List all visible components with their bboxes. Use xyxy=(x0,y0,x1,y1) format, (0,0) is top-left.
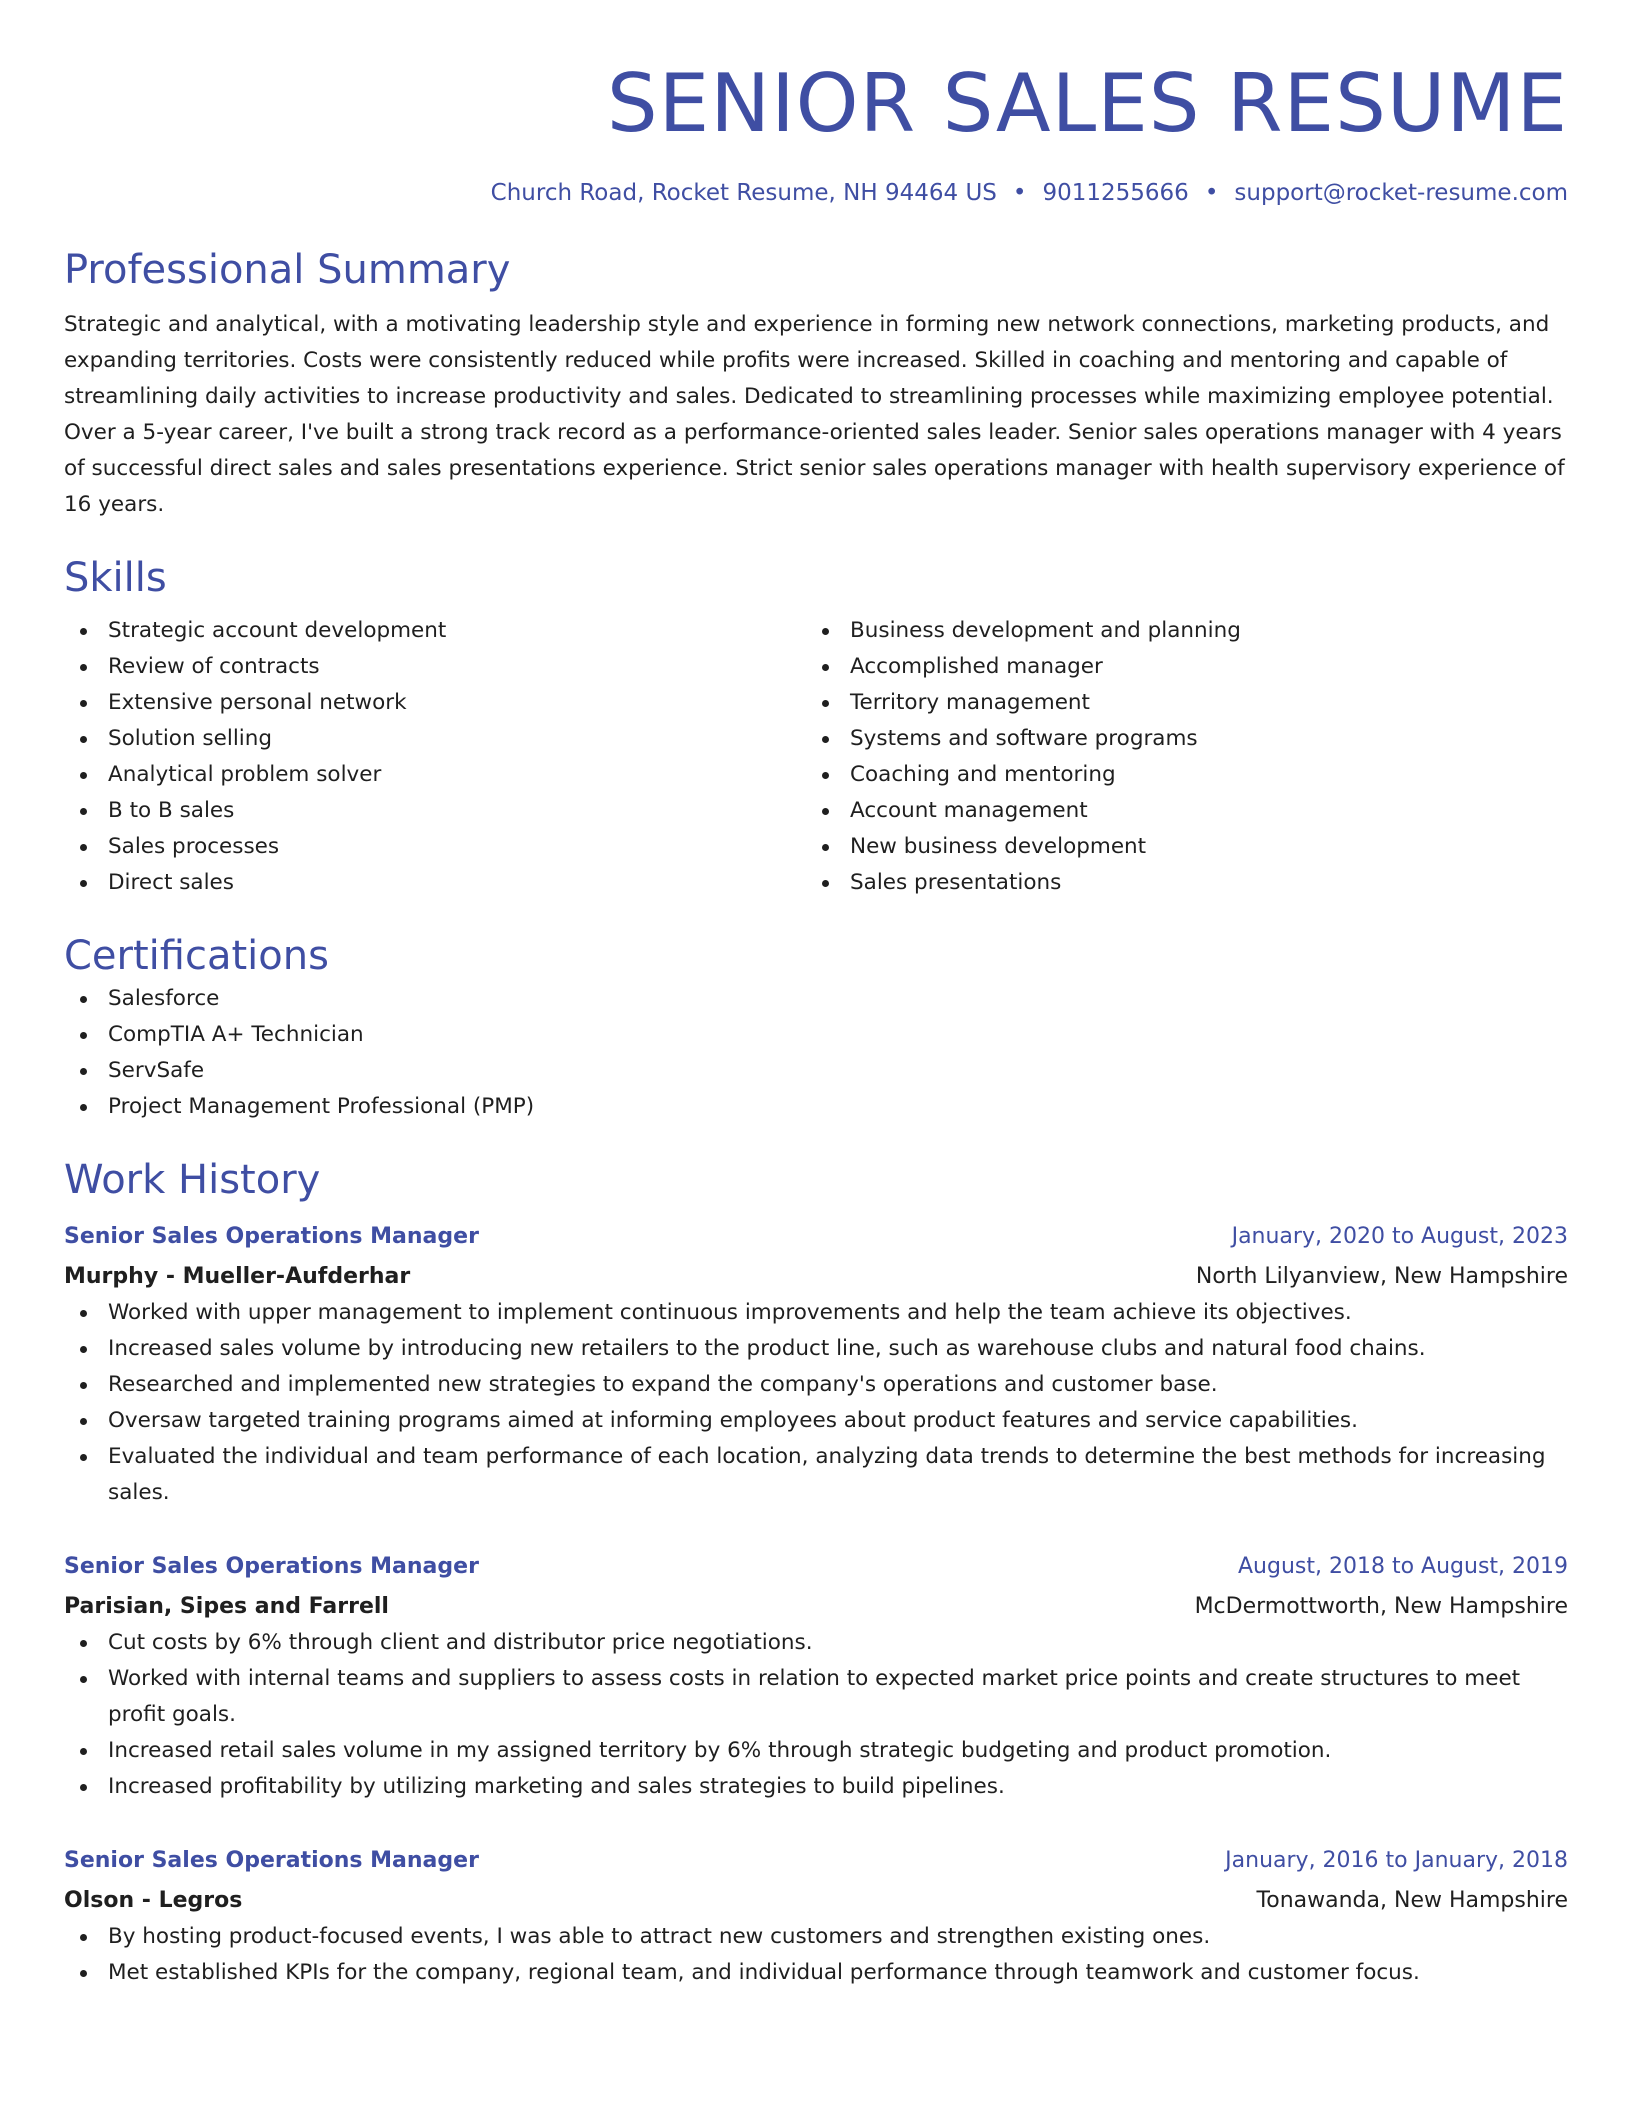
skill-item: Territory management xyxy=(806,685,1548,721)
skill-item: Review of contracts xyxy=(64,649,806,685)
job-company: Parisian, Sipes and Farrell xyxy=(64,1594,389,1619)
contact-address: Church Road, Rocket Resume, NH 94464 US xyxy=(490,180,997,206)
job-bullet: Increased sales volume by introducing new retailers to the product line, such as warehouse clubs and natural food chains. xyxy=(64,1331,1568,1367)
job-bullet: Evaluated the individual and team performance of each location, analyzing data trends to determine the best methods for increasing sales. xyxy=(64,1439,1568,1511)
job-role: Senior Sales Operations Manager xyxy=(64,1848,479,1873)
skills-list-right xyxy=(806,613,1548,901)
skills-grid xyxy=(64,613,1568,901)
section-title-professional-summary: Professional Summary xyxy=(64,247,511,293)
job-subheader xyxy=(64,1255,1568,1295)
skill-item: Coaching and mentoring xyxy=(806,757,1548,793)
job-dates: August, 2018 to August, 2019 xyxy=(1238,1554,1568,1579)
job-location: North Lilyanview, New Hampshire xyxy=(1195,1264,1568,1289)
skill-item: Accomplished manager xyxy=(806,649,1548,685)
resume-title: SENIOR SALES RESUME xyxy=(606,57,1568,150)
contact-separator: • xyxy=(1204,180,1219,206)
section-title-certifications: Certifications xyxy=(64,933,329,979)
certification-item: Salesforce xyxy=(64,981,1568,1017)
job-bullets xyxy=(64,1919,1568,1991)
skill-item: Systems and software programs xyxy=(806,721,1548,757)
job-bullet: Met established KPIs for the company, regional team, and individual performance through teamwork and customer focus. xyxy=(64,1955,1568,1991)
summary-text: Strategic and analytical, with a motivating leadership style and experience in forming new network connections, marketing products, and expanding territories. Costs were consistently reduced while profits were increased. Skilled in coaching and mentoring and capable of streamlining daily activities to increase productivity and sales. Dedicated to streamlining processes while maximizing employee potential. Over a 5-year career, I've built a strong track record as a performance-oriented sales leader. Senior sales operations manager with 4 years of successful direct sales and sales presentations experience. Strict senior sales operations manager with health supervisory experience of 16 years. xyxy=(64,312,1565,517)
job-role: Senior Sales Operations Manager xyxy=(64,1224,479,1249)
job-bullet: Increased retail sales volume in my assigned territory by 6% through strategic budgeting and product promotion. xyxy=(64,1733,1568,1769)
skill-item: Direct sales xyxy=(64,865,806,901)
certification-item: Project Management Professional (PMP) xyxy=(64,1089,1568,1125)
skill-item: New business development xyxy=(806,829,1548,865)
job-company: Olson - Legros xyxy=(64,1888,243,1913)
contact-line xyxy=(64,178,1568,208)
job-header xyxy=(64,1549,1568,1585)
certification-item: ServSafe xyxy=(64,1053,1568,1089)
skill-item: Analytical problem solver xyxy=(64,757,806,793)
job-bullet: Worked with upper management to implement continuous improvements and help the team achieve its objectives. xyxy=(64,1295,1568,1331)
job-bullet: Increased profitability by utilizing marketing and sales strategies to build pipelines. xyxy=(64,1769,1568,1805)
job-dates: January, 2016 to January, 2018 xyxy=(1225,1848,1568,1873)
skill-item: Solution selling xyxy=(64,721,806,757)
job-location: McDermottworth, New Hampshire xyxy=(1194,1594,1568,1619)
skill-item: Account management xyxy=(806,793,1548,829)
skill-item: Extensive personal network xyxy=(64,685,806,721)
job-entry xyxy=(64,1549,1568,1805)
contact-separator: • xyxy=(1012,180,1027,206)
resume-page xyxy=(64,0,1568,1991)
contact-email[interactable]: support@rocket-resume.com xyxy=(1234,180,1568,206)
skill-item: B to B sales xyxy=(64,793,806,829)
job-bullet: Cut costs by 6% through client and distributor price negotiations. xyxy=(64,1625,1568,1661)
job-header xyxy=(64,1843,1568,1879)
job-subheader xyxy=(64,1879,1568,1919)
job-role: Senior Sales Operations Manager xyxy=(64,1554,479,1579)
certification-item: CompTIA A+ Technician xyxy=(64,1017,1568,1053)
job-company: Murphy - Mueller-Aufderhar xyxy=(64,1264,411,1289)
certifications-list xyxy=(64,981,1568,1125)
job-bullet: By hosting product-focused events, I was able to attract new customers and strengthen existing ones. xyxy=(64,1919,1568,1955)
skill-item: Business development and planning xyxy=(806,613,1548,649)
section-title-work-history: Work History xyxy=(64,1157,321,1203)
job-entry xyxy=(64,1219,1568,1511)
skills-column-left xyxy=(64,613,806,901)
job-bullet: Oversaw targeted training programs aimed at informing employees about product features and service capabilities. xyxy=(64,1403,1568,1439)
job-subheader xyxy=(64,1585,1568,1625)
contact-phone[interactable]: 9011255666 xyxy=(1042,180,1189,206)
section-title-skills: Skills xyxy=(64,555,167,601)
skill-item: Sales processes xyxy=(64,829,806,865)
skill-item: Sales presentations xyxy=(806,865,1548,901)
skill-item: Strategic account development xyxy=(64,613,806,649)
job-header xyxy=(64,1219,1568,1255)
job-bullet: Researched and implemented new strategies to expand the company's operations and customer base. xyxy=(64,1367,1568,1403)
job-bullet: Worked with internal teams and suppliers to assess costs in relation to expected market price points and create structures to meet profit goals. xyxy=(64,1661,1568,1733)
job-dates: January, 2020 to August, 2023 xyxy=(1231,1224,1568,1249)
job-location: Tonawanda, New Hampshire xyxy=(1256,1888,1568,1913)
job-bullets xyxy=(64,1625,1568,1805)
skills-list-left xyxy=(64,613,806,901)
job-bullets xyxy=(64,1295,1568,1511)
skills-column-right xyxy=(806,613,1548,901)
job-entry xyxy=(64,1843,1568,1991)
